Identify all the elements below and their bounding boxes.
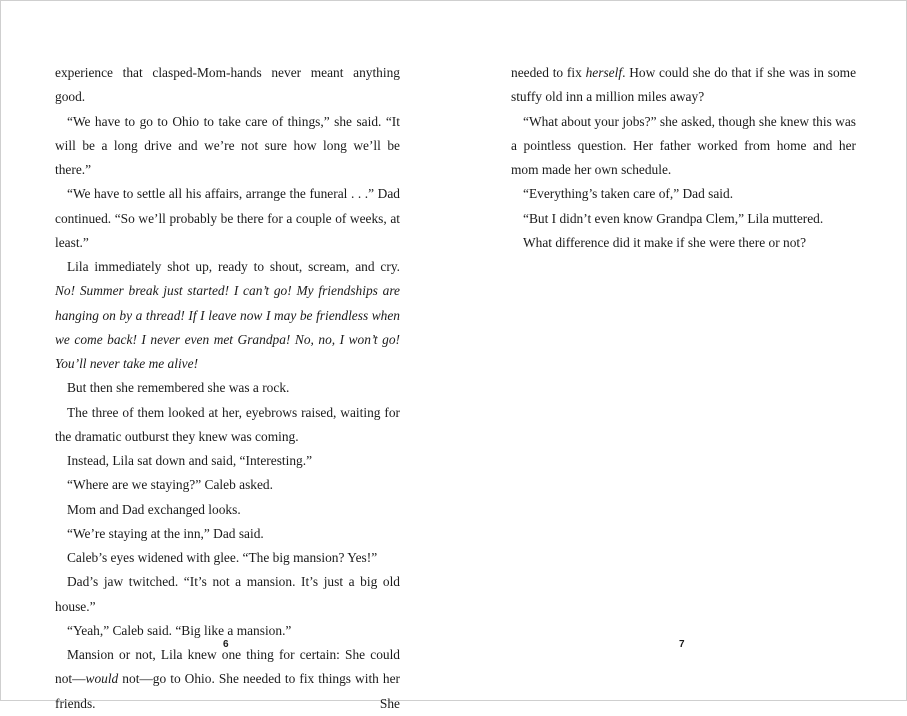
paragraph: What difference did it make if she were there or not? [523, 234, 807, 250]
italic-text: herself [585, 65, 623, 80]
left-page-text [55, 61, 400, 716]
paragraph: Instead, Lila sat down and said, “Interesting.” [67, 453, 313, 468]
paragraph: Lila immediately shot up, ready to shout, scream, and cry. No! Summer break just started! I can’t go! My friendships are hanging on by a thread! If I leave now I may be friendless when we come back! I never even met Grandpa! No, no, I won’t go! You’ll never take me alive! [55, 259, 400, 371]
paragraph: “We’re staying at the inn,” Dad said. [67, 525, 264, 541]
page-number-right: 7 [679, 639, 685, 650]
paragraph: needed to fix herself. How could she do that if she was in some stuffy old inn a million miles away? [511, 65, 857, 105]
page-number-left: 6 [223, 639, 229, 650]
paragraph: “What about your jobs?” she asked, though she knew this was a pointless question. Her father worked from home and her mom made her own schedule. [511, 113, 856, 177]
right-page-text [511, 61, 856, 255]
paragraph: “We have to settle all his affairs, arrange the funeral . . .” Dad continued. “So we’ll probably be there for a couple of weeks, at least.” [55, 186, 400, 250]
paragraph: “Everything’s taken care of,” Dad said. [523, 186, 734, 202]
paragraph: “We have to go to Ohio to take care of things,” she said. “It will be a long drive and we’re not sure how long we’ll be there.” [55, 113, 400, 177]
paragraph: But then she remembered she was a rock. [67, 380, 290, 396]
paragraph: “But I didn’t even know Grandpa Clem,” Lila muttered. [523, 210, 824, 226]
italic-text: No! Summer break just started! I can’t go! My friendships are hanging on by a thread! If I leave now I may be friendless when we come back! I never even met Grandpa! No, no, I won’t go! You’ll never take me alive! [55, 283, 400, 371]
paragraph: The three of them looked at her, eyebrows raised, waiting for the dramatic outburst they knew was coming. [55, 404, 400, 444]
paragraph: “Yeah,” Caleb said. “Big like a mansion.” [67, 622, 292, 638]
paragraph: Caleb’s eyes widened with glee. “The big mansion? Yes!” [67, 550, 378, 565]
paragraph: experience that clasped-Mom-hands never meant anything good. [55, 65, 400, 105]
italic-text: would [85, 671, 119, 687]
paragraph: Dad’s jaw twitched. “It’s not a mansion. It’s just a big old house.” [55, 574, 400, 614]
paragraph: “Where are we staying?” Caleb asked. [67, 477, 273, 493]
paragraph: Mansion or not, Lila knew one thing for certain: She could not—would not—go to Ohio. She needed to fix things with her friends. She [55, 647, 400, 711]
paragraph: Mom and Dad exchanged looks. [67, 501, 241, 517]
